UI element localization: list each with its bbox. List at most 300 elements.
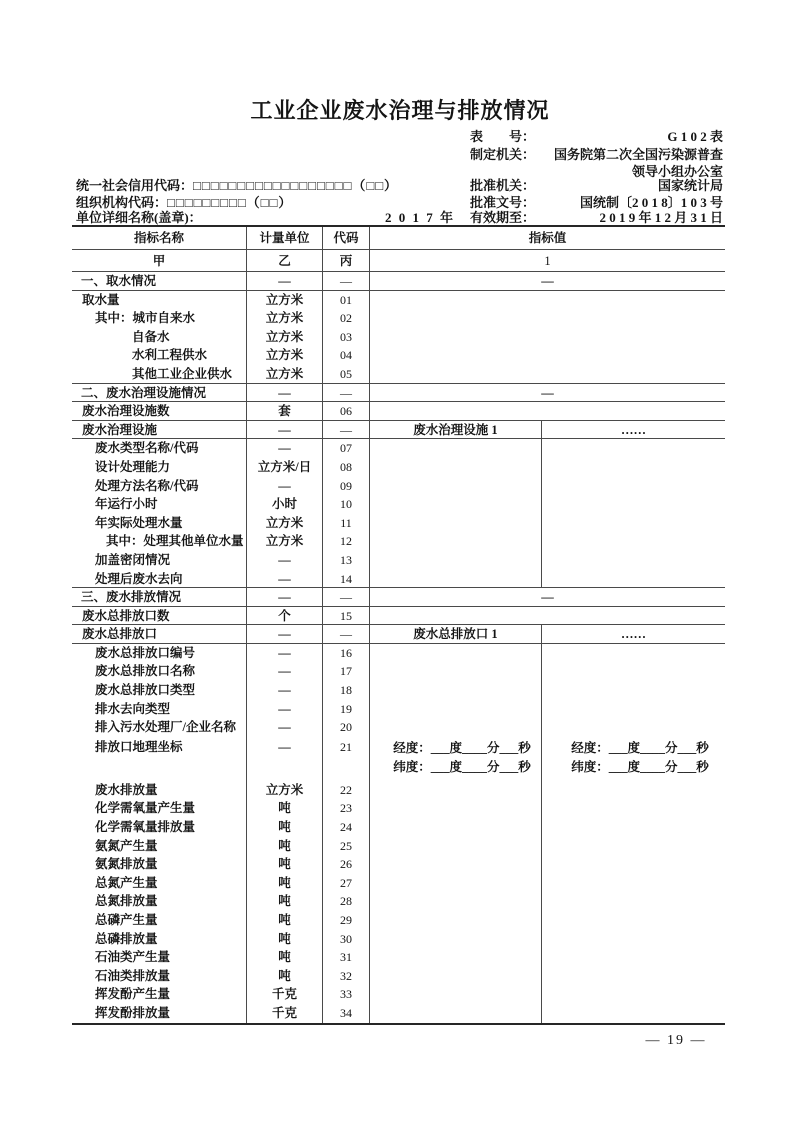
indicator-name-cell: 氨氮排放量 (72, 855, 247, 874)
value-subcell-2 (542, 570, 725, 588)
value-blank (370, 346, 725, 365)
meta-line-unit-name (0, 209, 800, 226)
table-row-code-19 (72, 700, 725, 719)
unit-cell: 立方米 (247, 346, 323, 365)
value-subcell-1 (370, 837, 542, 856)
value-cell (370, 737, 725, 781)
table-row-code-33 (72, 985, 725, 1004)
value-subcell-2 (542, 662, 725, 681)
code-cell: 14 (323, 570, 370, 588)
code-cell: 06 (323, 402, 370, 420)
unit-cell: 吨 (247, 818, 323, 837)
unit-cell: 个 (247, 607, 323, 625)
indicator-name-cell: 石油类产生量 (72, 948, 247, 967)
code-cell: 05 (323, 365, 370, 383)
value-subcell-1 (370, 818, 542, 837)
value-subcell-2 (542, 700, 725, 719)
subheader-jia: 甲 (72, 250, 247, 271)
indicator-table (72, 225, 725, 1025)
value-subcell-1 (370, 892, 542, 911)
code-cell: 20 (323, 718, 370, 737)
unit-cell: — (247, 570, 323, 588)
table-row-code-02 (72, 309, 725, 328)
table-row-section (72, 384, 725, 403)
value-cell (370, 662, 725, 681)
value-cell (370, 346, 725, 365)
indicator-name-cell: 挥发酚排放量 (72, 1004, 247, 1023)
indicator-name-cell: 废水总排放口名称 (72, 662, 247, 681)
value-cell (370, 532, 725, 551)
code-cell: 17 (323, 662, 370, 681)
indicator-name-cell: 年运行小时 (72, 495, 247, 514)
code-cell: 18 (323, 681, 370, 700)
code-cell: 13 (323, 551, 370, 570)
value-dash: — (541, 385, 554, 400)
indicator-name-cell: 排放口地理坐标 (72, 737, 247, 781)
code-cell: 01 (323, 291, 370, 310)
code-cell: 32 (323, 967, 370, 986)
code-cell: 28 (323, 892, 370, 911)
value-subcell-2 (542, 967, 725, 986)
form-number-value: G 1 0 2 表 (667, 129, 723, 144)
unit-cell: — (247, 737, 323, 781)
indicator-name-cell: 二、废水治理设施情况 (72, 384, 247, 402)
indicator-name-cell: 化学需氧量产生量 (72, 799, 247, 818)
code-cell: 24 (323, 818, 370, 837)
table-row-code-14 (72, 570, 725, 589)
table-header-row (72, 227, 725, 250)
unit-cell: — (247, 551, 323, 570)
code-cell: — (323, 384, 370, 402)
value-blank (370, 607, 725, 625)
value-subcell-1 (370, 681, 542, 700)
value-subcell-2 (542, 985, 725, 1004)
unit-cell: 立方米 (247, 532, 323, 551)
unit-cell: 吨 (247, 837, 323, 856)
value-subcell-1 (370, 644, 542, 663)
subheader-value-label: 1 (544, 254, 551, 268)
value-cell (370, 495, 725, 514)
table-row-code-13 (72, 551, 725, 570)
unit-cell: — (247, 718, 323, 737)
code-cell: 29 (323, 911, 370, 930)
unit-cell: 立方米 (247, 365, 323, 383)
indicator-name-cell: 一、取水情况 (72, 272, 247, 290)
value-subcell-1 (370, 930, 542, 949)
value-cell (370, 458, 725, 477)
value-subcell-1 (370, 948, 542, 967)
indicator-name-cell: 自备水 (72, 328, 247, 347)
value-cell (370, 477, 725, 496)
unit-cell: 立方米 (247, 514, 323, 533)
code-cell: 21 (323, 737, 370, 781)
value-subcell-2 (542, 874, 725, 893)
table-row-section (72, 588, 725, 607)
value-subcell-2 (542, 818, 725, 837)
code-cell: 03 (323, 328, 370, 347)
unit-cell: — (247, 477, 323, 496)
latitude-blank: 纬度：___度____分___秒 (571, 759, 709, 774)
indicator-name-cell: 其他工业企业供水 (72, 365, 247, 383)
indicator-name-cell: 废水总排放口数 (72, 607, 247, 625)
unit-cell: — (247, 439, 323, 458)
code-cell: 02 (323, 309, 370, 328)
table-row-code-26 (72, 855, 725, 874)
unit-cell: 吨 (247, 948, 323, 967)
subheader-bing: 丙 (323, 250, 370, 271)
indicator-name-cell: 取水量 (72, 291, 247, 310)
value-subcell-2 (542, 477, 725, 496)
table-row-code-34 (72, 1004, 725, 1023)
value-subcell-1 (370, 799, 542, 818)
indicator-name-cell: 废水总排放口类型 (72, 681, 247, 700)
code-cell: 25 (323, 837, 370, 856)
value-subcell-2 (542, 439, 725, 458)
value-subcell-1 (370, 1004, 542, 1023)
code-cell: 12 (323, 532, 370, 551)
unit-cell: 千克 (247, 985, 323, 1004)
value-cell (370, 799, 725, 818)
unit-cell: 吨 (247, 892, 323, 911)
value-subcell-1 (370, 477, 542, 496)
code-cell: 07 (323, 439, 370, 458)
header-value (370, 227, 725, 249)
value-subcell-2-label: …… (621, 422, 646, 437)
value-cell (370, 874, 725, 893)
value-blank (370, 328, 725, 347)
indicator-name-cell: 废水类型名称/代码 (72, 439, 247, 458)
value-cell (370, 625, 725, 643)
value-cell (370, 681, 725, 700)
value-subcell-2 (542, 837, 725, 856)
value-subcell-1-label: 废水总排放口 1 (370, 625, 542, 643)
table-row-code-01 (72, 291, 725, 310)
value-subcell-2 (542, 681, 725, 700)
code-cell: 33 (323, 985, 370, 1004)
value-subcell-1 (370, 985, 542, 1004)
unit-cell: 立方米 (247, 309, 323, 328)
page-number: — 19 — (645, 1033, 707, 1048)
credit-code-label: 统一社会信用代码： (76, 178, 194, 193)
indicator-name-cell: 处理方法名称/代码 (72, 477, 247, 496)
value-subcell-2 (542, 911, 725, 930)
value-cell (370, 309, 725, 328)
value-cell (370, 551, 725, 570)
unit-cell: — (247, 700, 323, 719)
indicator-name-cell: 排入污水处理厂/企业名称 (72, 718, 247, 737)
code-cell: 09 (323, 477, 370, 496)
unit-cell: — (247, 681, 323, 700)
code-cell: 19 (323, 700, 370, 719)
value-subcell-2 (542, 644, 725, 663)
indicator-name-cell: 氨氮产生量 (72, 837, 247, 856)
table-row-code-16 (72, 644, 725, 663)
code-cell: 04 (323, 346, 370, 365)
table-row-code-03 (72, 328, 725, 347)
indicator-name-cell: 废水总排放口编号 (72, 644, 247, 663)
code-cell: 22 (323, 781, 370, 800)
doc-number-label: 批准文号： (470, 195, 536, 210)
value-subcell-2 (542, 799, 725, 818)
value-subcell-1 (370, 514, 542, 533)
value-subcell-1 (370, 967, 542, 986)
value-dash: — (541, 274, 554, 288)
value-subcell-1 (370, 662, 542, 681)
org-code-boxes: □□□□□□□□□（□□） (167, 195, 293, 210)
value-cell (370, 718, 725, 737)
table-row-code-15 (72, 607, 725, 626)
indicator-name-cell: 三、废水排放情况 (72, 588, 247, 606)
value-subcell-1 (370, 532, 542, 551)
indicator-name-cell: 排水去向类型 (72, 700, 247, 719)
meta-line-form-number (0, 128, 800, 145)
table-row-section (72, 272, 725, 291)
value-subcell-1 (370, 855, 542, 874)
value-cell (370, 570, 725, 588)
unit-cell: — (247, 588, 323, 606)
value-subcell-1 (370, 874, 542, 893)
indicator-name-cell: 挥发酚产生量 (72, 985, 247, 1004)
header-value-label: 指标值 (528, 231, 567, 245)
unit-cell: 吨 (247, 911, 323, 930)
value-dash: — (541, 590, 554, 605)
table-row-code-17 (72, 662, 725, 681)
longitude-blank: 经度：___度____分___秒 (393, 740, 531, 755)
table-row-code-05 (72, 365, 725, 384)
unit-cell: 立方米 (247, 328, 323, 347)
table-row-code-29 (72, 911, 725, 930)
unit-cell: 立方米 (247, 781, 323, 800)
value-cell (370, 911, 725, 930)
value-cell (370, 439, 725, 458)
table-row-code-11 (72, 514, 725, 533)
code-cell: — (323, 272, 370, 290)
value-cell (370, 930, 725, 949)
value-cell (370, 291, 725, 310)
value-subcell-2 (542, 495, 725, 514)
value-cell (370, 892, 725, 911)
value-subcell-2 (542, 855, 725, 874)
issuer-label: 制定机关： (470, 147, 536, 162)
table-row-code-06 (72, 402, 725, 421)
unit-cell: 立方米/日 (247, 458, 323, 477)
credit-code-label-wrap (76, 177, 398, 194)
code-cell: 11 (323, 514, 370, 533)
table-row-section (72, 421, 725, 440)
value-cell (370, 1004, 725, 1023)
unit-cell: — (247, 625, 323, 643)
value-subcell-2 (542, 781, 725, 800)
valid-until-label: 有效期至： (470, 210, 536, 225)
value-subcell-2 (542, 930, 725, 949)
unit-cell: 吨 (247, 874, 323, 893)
value-blank (370, 309, 725, 328)
header-indicator-name: 指标名称 (72, 227, 247, 249)
indicator-name-cell: 年实际处理水量 (72, 514, 247, 533)
table-row-code-27 (72, 874, 725, 893)
indicator-name-cell: 设计处理能力 (72, 458, 247, 477)
value-subcell-1 (370, 551, 542, 570)
indicator-name-cell: 废水排放量 (72, 781, 247, 800)
coordinates-subcell-2 (542, 737, 725, 781)
table-row-code-12 (72, 532, 725, 551)
value-subcell-1 (370, 911, 542, 930)
header-code: 代码 (323, 227, 370, 249)
indicator-name-cell: 总氮排放量 (72, 892, 247, 911)
subheader-value (370, 250, 725, 271)
value-cell (370, 948, 725, 967)
code-cell: 30 (323, 930, 370, 949)
issuer-value: 国务院第二次全国污染源普查 (553, 147, 723, 162)
value-subcell-2 (542, 458, 725, 477)
table-row-code-09 (72, 477, 725, 496)
value-blank (370, 291, 725, 310)
unit-cell: 吨 (247, 799, 323, 818)
table-row-code-21 (72, 737, 725, 781)
valid-until-value: 2 0 1 9 年 1 2 月 3 1 日 (599, 210, 723, 225)
value-cell (370, 402, 725, 420)
indicator-name-cell: 加盖密闭情况 (72, 551, 247, 570)
value-subcell-2 (542, 532, 725, 551)
value-cell (370, 384, 725, 402)
value-subcell-1-label: 废水治理设施 1 (370, 421, 542, 439)
unit-cell: 千克 (247, 1004, 323, 1023)
meta-line-credit-code (0, 177, 800, 194)
unit-cell: — (247, 644, 323, 663)
subheader-yi: 乙 (247, 250, 323, 271)
value-subcell-1 (370, 718, 542, 737)
unit-cell: — (247, 662, 323, 681)
code-cell: 23 (323, 799, 370, 818)
code-cell: 31 (323, 948, 370, 967)
unit-cell: 立方米 (247, 291, 323, 310)
header-unit: 计量单位 (247, 227, 323, 249)
code-cell: 10 (323, 495, 370, 514)
table-row-code-28 (72, 892, 725, 911)
code-cell: — (323, 625, 370, 643)
value-subcell-2-label: …… (621, 627, 646, 642)
indicator-name-cell: 处理后废水去向 (72, 570, 247, 588)
latitude-blank: 纬度：___度____分___秒 (393, 759, 531, 774)
value-cell (370, 985, 725, 1004)
value-subcell-2 (542, 551, 725, 570)
code-cell: — (323, 421, 370, 439)
table-row-code-23 (72, 799, 725, 818)
indicator-name-cell: 废水治理设施 (72, 421, 247, 439)
table-row-code-08 (72, 458, 725, 477)
unit-cell: — (247, 421, 323, 439)
value-cell (370, 818, 725, 837)
indicator-name-cell: 其中：城市自来水 (72, 309, 247, 328)
value-cell (370, 272, 725, 290)
code-cell: 27 (323, 874, 370, 893)
table-row-code-30 (72, 930, 725, 949)
table-row-code-10 (72, 495, 725, 514)
unit-cell: 吨 (247, 967, 323, 986)
value-cell (370, 700, 725, 719)
table-row-code-07 (72, 439, 725, 458)
credit-code-boxes: □□□□□□□□□□□□□□□□□□（□□） (193, 178, 399, 193)
value-cell (370, 855, 725, 874)
value-cell (370, 607, 725, 625)
report-year: 2 0 1 7 年 (384, 210, 455, 225)
value-subcell-2 (542, 948, 725, 967)
indicator-name-cell: 总氮产生量 (72, 874, 247, 893)
table-row-section (72, 625, 725, 644)
approver-value: 国家统计局 (657, 178, 723, 193)
value-subcell-1 (370, 700, 542, 719)
org-code-label: 组织机构代码： (76, 195, 168, 210)
coordinates-subcell-1 (370, 737, 542, 781)
table-row-code-20 (72, 718, 725, 737)
code-cell: 34 (323, 1004, 370, 1023)
unit-cell: 吨 (247, 930, 323, 949)
value-subcell-1 (370, 439, 542, 458)
table-row-code-18 (72, 681, 725, 700)
table-row-code-31 (72, 948, 725, 967)
code-cell: 26 (323, 855, 370, 874)
indicator-name-cell: 化学需氧量排放量 (72, 818, 247, 837)
value-cell (370, 781, 725, 800)
document-title: 工业企业废水治理与排放情况 (250, 98, 550, 123)
value-subcell-1 (370, 458, 542, 477)
value-subcell-1 (370, 781, 542, 800)
unit-name-label: 单位详细名称(盖章)： (76, 210, 202, 225)
code-cell: 08 (323, 458, 370, 477)
value-cell (370, 588, 725, 606)
value-cell (370, 514, 725, 533)
table-row-code-24 (72, 818, 725, 837)
value-cell (370, 967, 725, 986)
value-subcell-2 (542, 514, 725, 533)
indicator-name-cell: 废水治理设施数 (72, 402, 247, 420)
unit-cell: 吨 (247, 855, 323, 874)
value-subcell-2 (542, 892, 725, 911)
meta-line-issuer (0, 146, 800, 163)
code-cell: 15 (323, 607, 370, 625)
longitude-blank: 经度：___度____分___秒 (571, 740, 709, 755)
indicator-name-cell: 石油类排放量 (72, 967, 247, 986)
unit-cell: 小时 (247, 495, 323, 514)
table-body (72, 272, 725, 1023)
value-subcell-1 (370, 570, 542, 588)
issuer-value-line2: 领导小组办公室 (631, 164, 723, 179)
unit-cell: 套 (247, 402, 323, 420)
indicator-name-cell: 总磷产生量 (72, 911, 247, 930)
value-cell (370, 837, 725, 856)
table-row-code-04 (72, 346, 725, 365)
value-cell (370, 421, 725, 439)
form-number-label: 表 号： (470, 129, 536, 144)
table-row-code-32 (72, 967, 725, 986)
value-subcell-1 (370, 495, 542, 514)
table-subheader-row (72, 250, 725, 272)
value-subcell-2 (542, 1004, 725, 1023)
unit-cell: — (247, 384, 323, 402)
code-cell: — (323, 588, 370, 606)
code-cell: 16 (323, 644, 370, 663)
indicator-name-cell: 废水总排放口 (72, 625, 247, 643)
indicator-name-cell: 水利工程供水 (72, 346, 247, 365)
value-blank (370, 402, 725, 420)
value-cell (370, 328, 725, 347)
unit-cell: — (247, 272, 323, 290)
indicator-name-cell: 其中：处理其他单位水量 (72, 532, 247, 551)
table-row-code-25 (72, 837, 725, 856)
table-row-code-22 (72, 781, 725, 800)
indicator-name-cell: 总磷排放量 (72, 930, 247, 949)
value-subcell-2 (542, 718, 725, 737)
